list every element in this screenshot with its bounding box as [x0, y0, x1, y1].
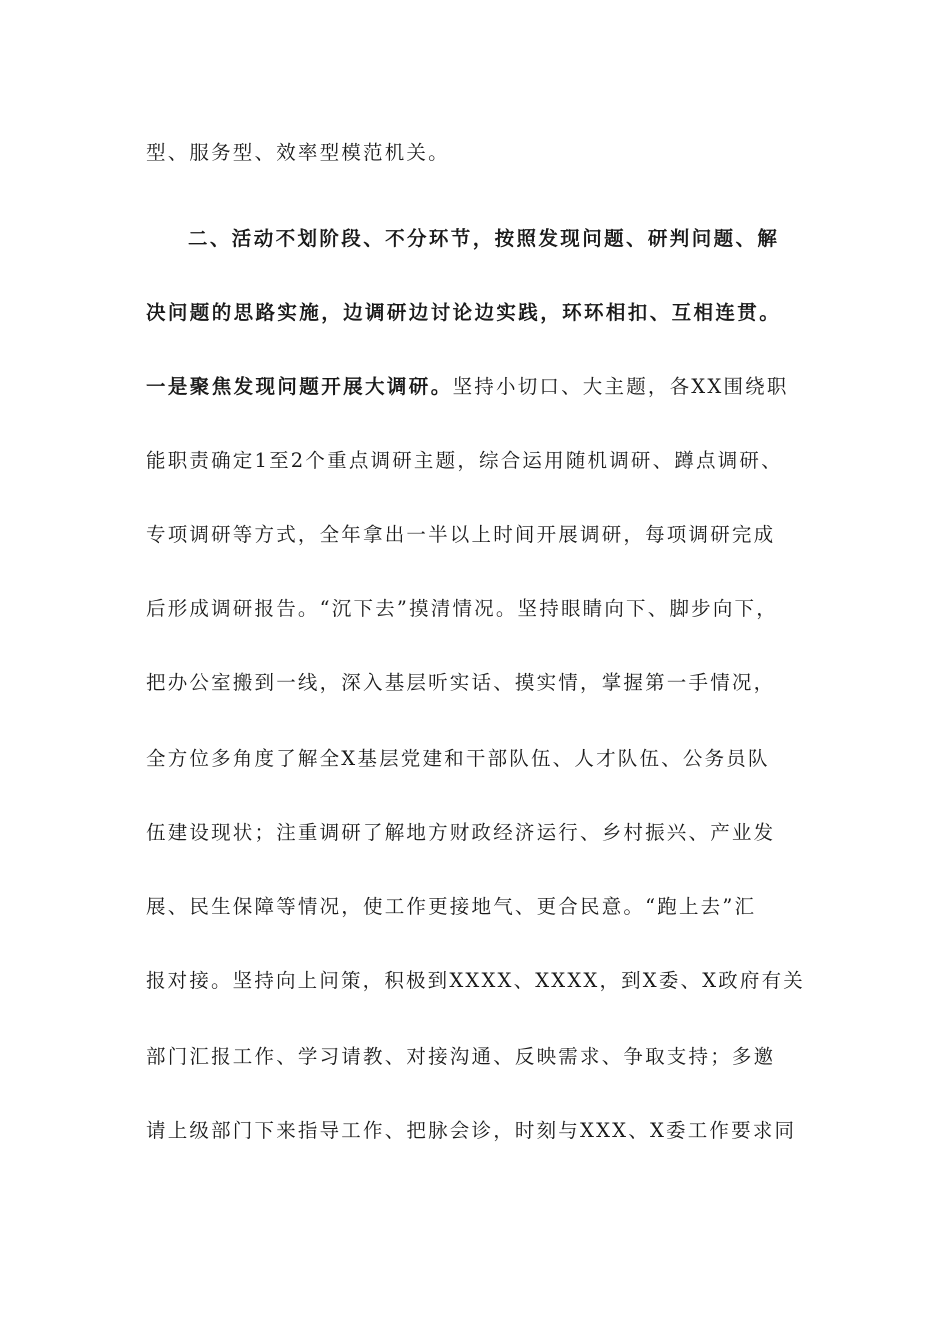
section-heading-line: 二、活动不划阶段、不分环节，按照发现问题、研判问题、解 — [188, 227, 780, 250]
text-line: 部门汇报工作、学习请教、对接沟通、反映需求、争取支持；多邀 — [146, 1045, 776, 1068]
text-line — [146, 374, 789, 400]
text-line: 请上级部门下来指导工作、把脉会诊，时刻与XXX、X委工作要求同 — [146, 1119, 797, 1142]
text-line: 专项调研等方式，全年拿出一半以上时间开展调研，每项调研完成 — [146, 523, 776, 546]
text-line: 报对接。坚持向上问策，积极到XXXX、XXXX，到X委、X政府有关 — [146, 969, 805, 992]
text-segment: 坚持小切口、大主题，各XX围绕职 — [452, 375, 789, 398]
subheading-text: 一是聚焦发现问题开展大调研。 — [146, 375, 453, 398]
text-line: 全方位多角度了解全X基层党建和干部队伍、人才队伍、公务员队 — [146, 747, 770, 770]
text-line: 能职责确定1至2个重点调研主题，综合运用随机调研、蹲点调研、 — [146, 449, 783, 472]
text-line: 后形成调研报告。“沉下去”摸清情况。坚持眼睛向下、脚步向下， — [146, 597, 778, 620]
text-line: 伍建设现状；注重调研了解地方财政经济运行、乡村振兴、产业发 — [146, 821, 776, 844]
section-heading-line: 决问题的思路实施，边调研边讨论边实践，环环相扣、互相连贯。 — [146, 301, 782, 324]
text-line: 展、民生保障等情况，使工作更接地气、更合民意。“跑上去”汇 — [146, 895, 757, 918]
text-line: 把办公室搬到一线，深入基层听实话、摸实情，掌握第一手情况， — [146, 671, 776, 694]
text-line: 型、服务型、效率型模范机关。 — [146, 141, 450, 164]
